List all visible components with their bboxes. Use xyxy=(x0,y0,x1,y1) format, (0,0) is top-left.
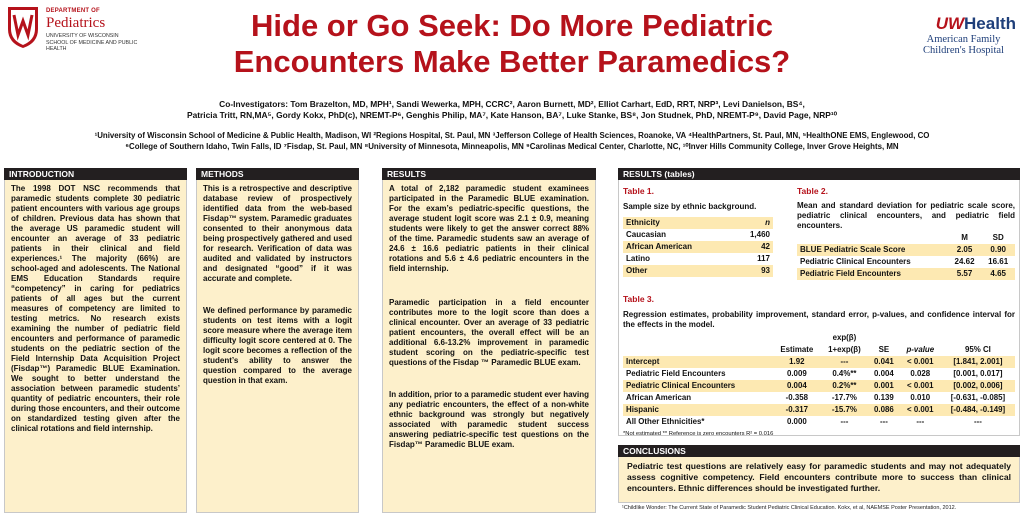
table-2-grid xyxy=(797,232,1015,280)
table-row xyxy=(623,416,1015,428)
table-2-title: Table 2. xyxy=(797,186,829,196)
reference-footnote: ¹Childlike Wonder: The Current State of Paramedic Student Pediatric Clinical Education. Kokx, et al, NAEMSE Poster Presentation, 2012. xyxy=(622,505,957,511)
table-cell: --- xyxy=(974,417,982,426)
table-row xyxy=(623,229,773,241)
table-1-caption: Sample size by ethnic background. xyxy=(623,202,757,211)
results-section xyxy=(382,168,596,513)
table-cell: 0.2%** xyxy=(821,380,868,392)
table-3-header-expb: exp(β) xyxy=(832,333,857,342)
table-row xyxy=(623,265,773,277)
table-cell: African American xyxy=(623,241,733,253)
table-1-title: Table 1. xyxy=(623,186,655,196)
conclusions-section xyxy=(618,445,1020,503)
table-cell: 117 xyxy=(757,254,770,263)
table-3-header-prob: 1+exp(β) xyxy=(828,345,861,354)
table-1-header-ethnicity: Ethnicity xyxy=(623,217,733,229)
methods-section xyxy=(196,168,359,513)
table-cell: African American xyxy=(626,393,692,402)
table-row xyxy=(623,217,773,229)
table-cell: --- xyxy=(821,356,868,368)
methods-paragraph-2: We defined performance by paramedic students on test items with a logit score measure where the average item difficulty logit score centered at 0. The logit score becomes a reflection of the student’s ability to answer the question compared to the average question in that exam. xyxy=(203,306,352,385)
table-row xyxy=(623,392,1015,404)
table-cell: 0.028 xyxy=(910,369,931,378)
table-cell: 2.05 xyxy=(948,244,982,256)
table-3-header-pvalue: p-value xyxy=(906,345,935,354)
table-cell: 0.041 xyxy=(868,356,900,368)
table-cell: Pediatric Field Encounters xyxy=(626,369,726,378)
table-cell: Intercept xyxy=(623,356,773,368)
table-cell: 0.001 xyxy=(868,380,900,392)
investigators xyxy=(140,99,884,121)
table-1-header-n: n xyxy=(733,217,773,229)
table-cell: Other xyxy=(623,265,733,277)
table-cell: [1.841, 2.001] xyxy=(941,356,1015,368)
table-row xyxy=(797,256,1015,268)
table-cell: 0.004 xyxy=(874,369,894,378)
table-cell: -0.317 xyxy=(773,404,821,416)
table-cell: Latino xyxy=(626,254,650,263)
table-cell: [-0.484, -0.149] xyxy=(941,404,1015,416)
uwhealth-logo xyxy=(911,14,1016,70)
uw-pediatrics-logo xyxy=(6,5,156,65)
results-paragraph-3: In addition, prior to a paramedic student ever having any pediatric encounters, the effect of a non-white ethnic background was strongly but negatively associated with paramedic student success answering pediatric-specific test questions on the Fisdap™ Paramedic BLUE exam. xyxy=(389,390,589,449)
table-row xyxy=(797,268,1015,280)
table-row xyxy=(623,368,1015,380)
logo-department: DEPARTMENT OF xyxy=(46,8,100,14)
introduction-heading: INTRODUCTION xyxy=(4,168,187,180)
investigators-line-2: Patricia Tritt, RN,MA⁵, Gordy Kokx, PhD(c), NREMT-P⁶, Genghis Philip, MA⁷, Kate Hanson, BA⁷, Luke Stanke, BS⁸, Jon Studnek, PhD, NREMT-P⁹, David Page, NRP¹⁰ xyxy=(186,110,838,120)
poster-title xyxy=(150,8,874,80)
table-cell: 0.004 xyxy=(773,380,821,392)
table-cell: 4.65 xyxy=(981,268,1015,280)
table-cell: --- xyxy=(840,417,849,426)
affiliations xyxy=(10,131,1014,152)
table-3-title: Table 3. xyxy=(623,294,655,304)
table-cell: 16.61 xyxy=(988,257,1009,266)
table-cell: Pediatric Clinical Encounters xyxy=(623,380,773,392)
table-cell: 0.90 xyxy=(981,244,1015,256)
table-cell: [-0.631, -0.085] xyxy=(950,393,1006,402)
table-row xyxy=(623,332,1015,344)
results-tables-section xyxy=(618,168,1020,436)
methods-paragraph-1: This is a retrospective and descriptive database review of prospectively identified data from the web-based Fisdap™ system. Paramedic graduates consented to their anonymous data being prospectively gathered and used for research. Verification of data was audited and validated by instructors and designated “good” if it was accurate and complete. xyxy=(203,184,352,283)
title-line-1: Hide or Go Seek: Do More Pediatric xyxy=(251,8,773,43)
results-paragraph-2: Paramedic participation in a field encounter contributes more to the logit score than does a clinical encounter. Over an average of 33 pediatric patient encounters, the overall effect will be an additional 6.6-13.2% improvement in paramedic student scoring on the pediatric-specific test questions of the Fisdap ™ Paramedic BLUE exam. xyxy=(389,298,589,367)
table-cell: 0.4%** xyxy=(832,369,857,378)
table-cell: Pediatric Clinical Encounters xyxy=(800,257,911,266)
table-row xyxy=(623,253,773,265)
results-body xyxy=(382,180,596,513)
table-row xyxy=(623,344,1015,356)
table-cell: Hispanic xyxy=(623,404,773,416)
table-3-note: *Not estimated ** Reference is zero encounters R² = 0.016 xyxy=(623,431,774,437)
methods-body xyxy=(196,180,359,513)
title-line-2: Encounters Make Better Paramedics? xyxy=(233,44,791,79)
logo-university: UNIVERSITY OF WISCONSIN xyxy=(46,33,119,39)
table-cell: BLUE Pediatric Scale Score xyxy=(797,244,948,256)
logo-american-family: American Family xyxy=(926,34,1001,45)
table-2-header-m: M xyxy=(961,233,968,242)
table-cell: < 0.001 xyxy=(900,380,941,392)
table-cell: 1,460 xyxy=(749,230,770,239)
investigators-line-1: Co-Investigators: Tom Brazelton, MD, MPH¹, Sandi Wewerka, MPH, CCRC², Aaron Burnett, MD², Elliot Carhart, EdD, RRT, NRP³, Levi Danielson, BS⁴, xyxy=(219,99,805,109)
table-cell: All Other Ethnicities* xyxy=(626,417,705,426)
uw-crest-icon xyxy=(6,5,40,49)
table-cell: 24.62 xyxy=(954,257,975,266)
table-cell: 0.139 xyxy=(874,393,894,402)
introduction-section xyxy=(4,168,187,513)
table-row xyxy=(623,380,1015,392)
table-cell: -0.358 xyxy=(785,393,809,402)
table-row xyxy=(623,356,1015,368)
conclusions-body xyxy=(618,457,1020,503)
table-row xyxy=(797,232,1015,244)
table-1-grid xyxy=(623,217,773,277)
methods-heading: METHODS xyxy=(196,168,359,180)
table-1 xyxy=(623,186,773,277)
conclusions-text: Pediatric test questions are relatively easy for paramedic students and may not adequately assess cognitive competency. Field encounters contribute more to success than clinical encounters. Ethnic differences should be investigated further. xyxy=(627,461,1011,493)
table-cell: 93 xyxy=(733,265,773,277)
table-cell: 42 xyxy=(733,241,773,253)
results-tables-body xyxy=(618,180,1020,436)
uwhealth-wordmark: UWHealth xyxy=(935,14,1016,33)
table-cell: -17.7% xyxy=(831,393,857,402)
table-cell: 0.010 xyxy=(910,393,931,402)
table-cell: Caucasian xyxy=(626,230,667,239)
affiliations-line-2: ⁶College of Southern Idaho, Twin Falls, ID ⁷Fisdap, St. Paul, MN ⁸University of Minnesota, Minneapolis, MN ⁹Carolinas Medical Center, Charlotte, NC, ¹⁰Inver Hills Community College, Inver Grove Heights, MN xyxy=(125,141,899,151)
logo-childrens-hospital: Children's Hospital xyxy=(923,45,1004,56)
affiliations-line-1: ¹University of Wisconsin School of Medicine & Public Health, Madison, WI ²Regions Hospital, St. Paul, MN ³Jefferson College of Health Sciences, Roanoke, VA ⁴HealthPartners, St. Paul, MN, ⁵HealthONE EMS, Englewood, CO xyxy=(94,131,930,140)
table-row xyxy=(797,244,1015,256)
table-cell: --- xyxy=(879,417,888,426)
table-cell: 5.57 xyxy=(948,268,982,280)
introduction-text: The 1998 DOT NSC recommends that paramedic students complete 30 pediatric patient encounters with various age groups of children. Previous data has shown that the average US paramedic student will encounter an average of 33 pediatric patients in their clinical and field experiences.¹ The majority (66%) are school-aged and adolescents. The National EMS Education Standards require “competency” in caring for pediatrics patients of all ages but the current measures of competency are limited to testing metrics. No research exists examining the number of pediatric field encounters and performance of paramedic students on the pediatric section of the Field Internship Data Acquisition Project (Fisdap™) Paramedic BLUE Examination. We sought to better understand the association between paramedic students’ quantity of pediatric encounters, their role during those encounters, and their outcome on standardized testing given after the clinical rotations and field internship. xyxy=(11,184,180,433)
table-3-grid xyxy=(623,332,1015,428)
table-cell: -15.7% xyxy=(821,404,868,416)
table-cell: [0.002, 0.006] xyxy=(941,380,1015,392)
logo-pediatrics: Pediatrics xyxy=(46,15,106,31)
table-3-caption: Regression estimates, probability improvement, standard error, p-values, and confidence interval for the effects in the model. xyxy=(623,310,1015,329)
table-cell: < 0.001 xyxy=(900,356,941,368)
table-2-caption: Mean and standard deviation for pediatric scale score, pediatric clinical encounters, and pediatric field encounters. xyxy=(797,201,1015,230)
table-cell: 0.086 xyxy=(868,404,900,416)
table-cell: Pediatric Field Encounters xyxy=(797,268,948,280)
table-3-header-ci: 95% CI xyxy=(965,345,991,354)
table-cell xyxy=(797,232,948,244)
results-paragraph-1: A total of 2,182 paramedic student examinees participated in the Paramedic BLUE examination. For the exam’s pediatric-specific questions, the average student logit score was 2.1 ± 0.9, meaning students were likely to get the answer correct 88% of the time. Paramedic students saw an average of 24.6 ± 16.6 pediatric patients in their clinical rotations and 5.6 ± 4.6 pediatric encounters in the field internship. xyxy=(389,184,589,273)
logo-school: SCHOOL OF MEDICINE AND PUBLIC HEALTH xyxy=(46,40,138,52)
table-2-header-sd: SD xyxy=(992,233,1004,242)
table-cell: < 0.001 xyxy=(900,404,941,416)
table-row xyxy=(623,404,1015,416)
table-3 xyxy=(623,294,1015,439)
table-cell: 0.009 xyxy=(786,369,807,378)
table-cell: 1.92 xyxy=(773,356,821,368)
table-cell: 0.000 xyxy=(786,417,807,426)
table-cell: --- xyxy=(916,417,925,426)
table-cell: [0.001, 0.017] xyxy=(953,369,1003,378)
table-2 xyxy=(797,186,1015,280)
results-heading: RESULTS xyxy=(382,168,596,180)
table-3-header-se: SE xyxy=(878,345,890,354)
results-tables-heading: RESULTS (tables) xyxy=(618,168,1020,180)
introduction-body xyxy=(4,180,187,513)
table-3-header-estimate: Estimate xyxy=(780,345,814,354)
table-row xyxy=(623,241,773,253)
conclusions-heading: CONCLUSIONS xyxy=(618,445,1020,457)
